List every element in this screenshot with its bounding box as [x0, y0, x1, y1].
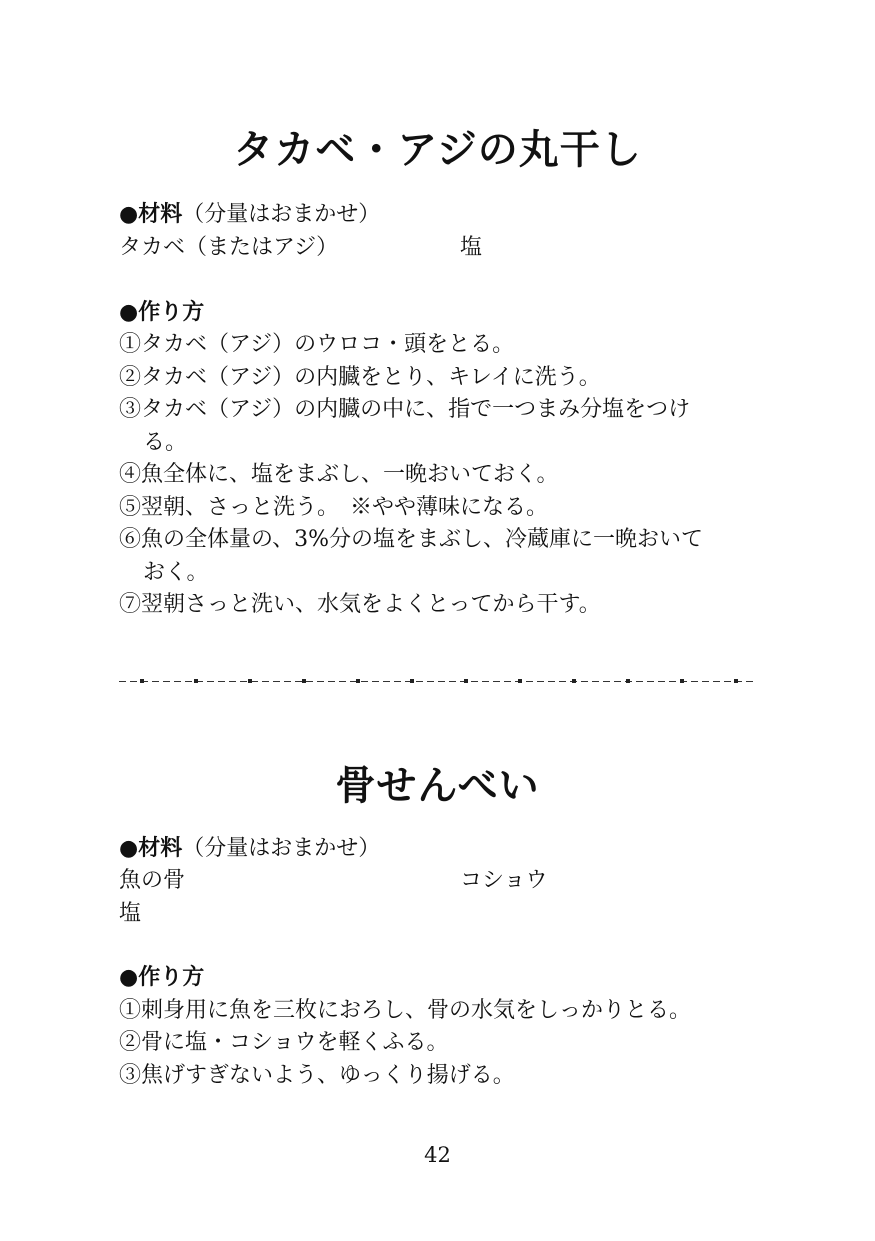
method-heading-label: ●作り方: [119, 300, 205, 325]
method-step: ②タカベ（アジ）の内臓をとり、キレイに洗う。: [119, 365, 601, 390]
divider-dot: [302, 679, 306, 683]
ingredient-item: 魚の骨: [119, 868, 186, 893]
divider-dot: [140, 679, 144, 683]
ingredients-heading: [119, 200, 380, 230]
method-heading: [119, 298, 204, 328]
divider-dot: [410, 679, 414, 683]
recipe-title: タカベ・アジの丸干し: [233, 127, 642, 173]
method-step: ③タカベ（アジ）の内臓の中に、指で一つまみ分塩をつけ: [119, 397, 691, 422]
method-step: ②骨に塩・コショウを軽くふる。: [119, 1030, 449, 1055]
divider-dot: [734, 679, 738, 683]
ingredients-heading: [119, 834, 380, 864]
section-divider: [119, 680, 756, 684]
page-number: 42: [424, 1143, 451, 1167]
method-heading-label: ●作り方: [119, 965, 205, 990]
ingredients-heading-note: （分量はおまかせ）: [182, 836, 381, 861]
divider-dot: [356, 679, 360, 683]
divider-dot: [464, 679, 468, 683]
divider-dot: [626, 679, 630, 683]
method-heading: [119, 963, 204, 993]
divider-dot: [194, 679, 198, 683]
ingredients-heading-label: ●材料: [119, 202, 183, 227]
divider-dot: [248, 679, 252, 683]
method-step: ⑤翌朝、さっと洗う。 ※やや薄味になる。: [119, 495, 549, 520]
method-step-continuation: る。: [143, 430, 188, 455]
recipe-title: 骨せんべい: [335, 763, 540, 809]
method-step: ⑥魚の全体量の、3%分の塩をまぶし、冷蔵庫に一晩おいて: [119, 527, 704, 552]
ingredient-item: 塩: [119, 901, 142, 926]
ingredients-heading-note: （分量はおまかせ）: [182, 202, 381, 227]
ingredient-item: タカベ（またはアジ）: [119, 235, 339, 260]
ingredients-heading-label: ●材料: [119, 836, 183, 861]
method-step: ⑦翌朝さっと洗い、水気をよくとってから干す。: [119, 592, 601, 617]
divider-dot: [680, 679, 684, 683]
method-step: ①刺身用に魚を三枚におろし、骨の水気をしっかりとる。: [119, 998, 692, 1023]
method-step: ④魚全体に、塩をまぶし、一晩おいておく。: [119, 462, 559, 487]
method-step: ③焦げすぎないよう、ゆっくり揚げる。: [119, 1063, 515, 1088]
method-step: ①タカベ（アジ）のウロコ・頭をとる。: [119, 332, 515, 357]
method-step-continuation: おく。: [143, 560, 209, 585]
divider-dot: [572, 679, 576, 683]
ingredient-item: 塩: [460, 235, 483, 260]
divider-dot: [518, 679, 522, 683]
ingredient-item: コショウ: [460, 868, 548, 893]
